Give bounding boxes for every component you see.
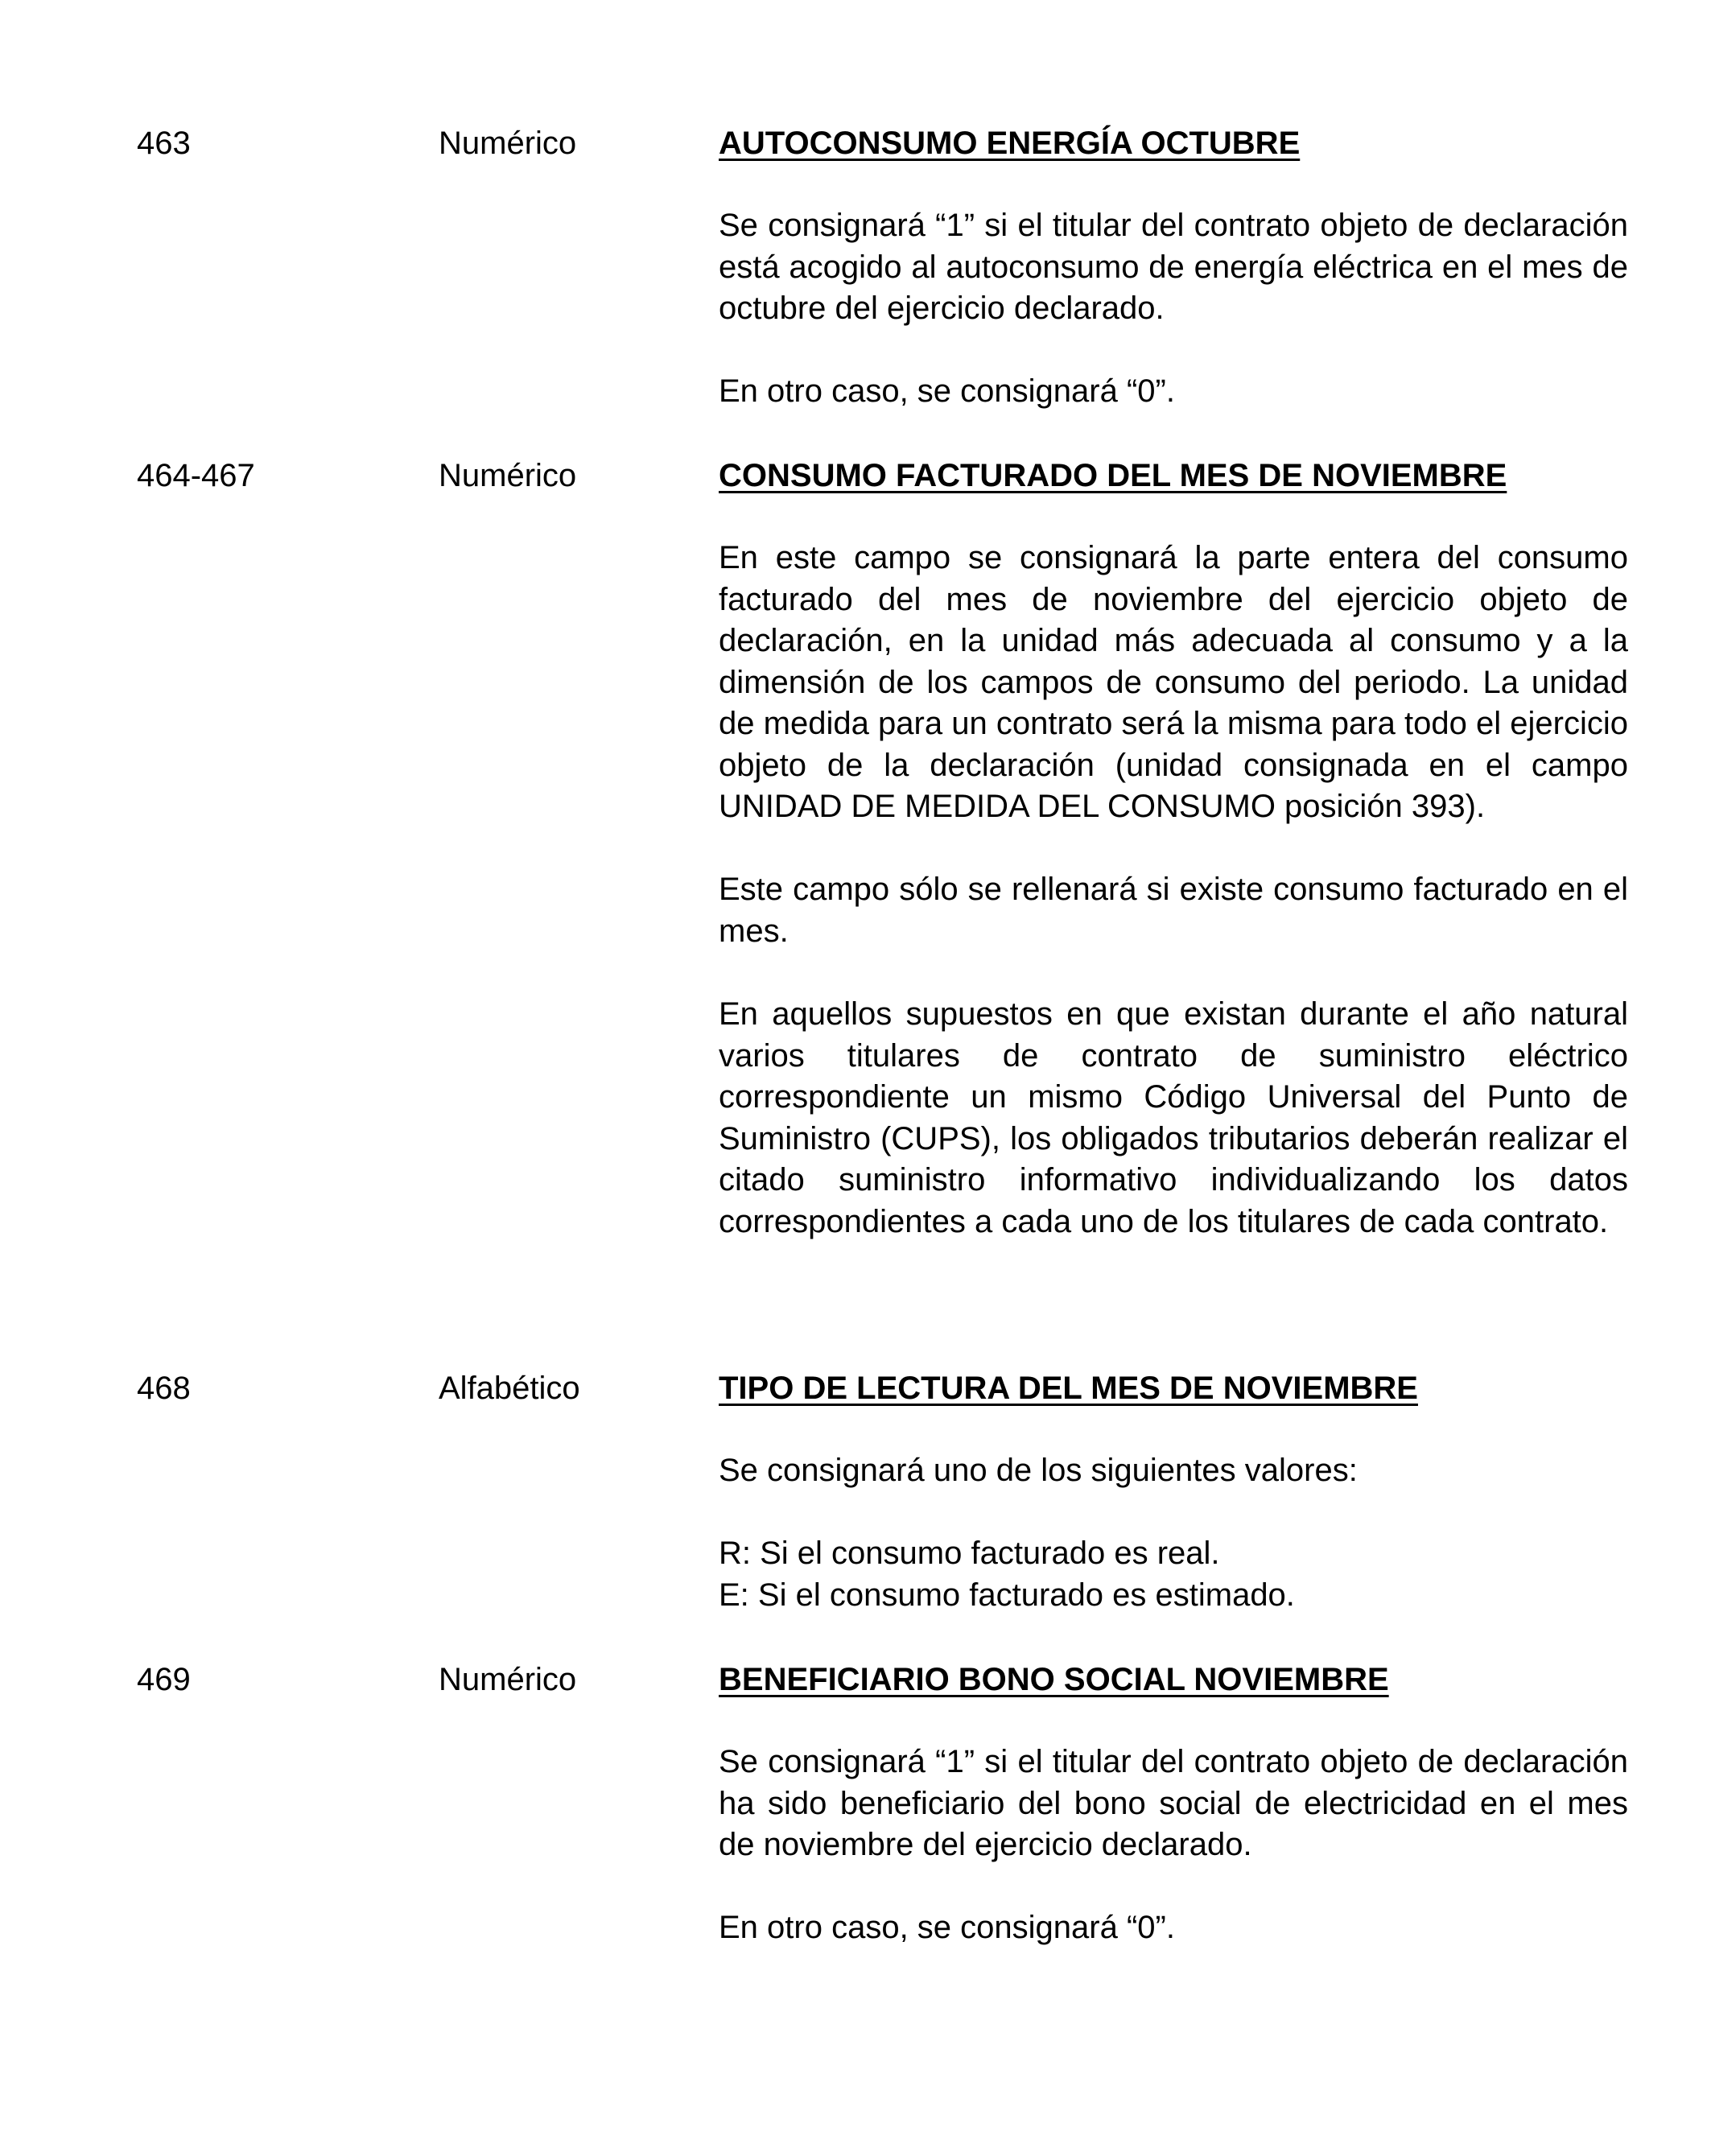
field-title: BENEFICIARIO BONO SOCIAL NOVIEMBRE: [719, 1662, 1389, 1697]
field-description: En aquellos supuestos en que existan durante el año natural varios titulares de contrato de suministro eléctrico correspondiente un mismo Código Universal del Punto de Suministro (CUPS), los obligados tributarios deberán realizar el citado suministro informativo individualizando los datos correspondientes a cada uno de los titulares de cada contrato.: [719, 996, 1628, 1239]
field-position: 464-467: [137, 458, 255, 493]
field-type: Numérico: [439, 126, 577, 161]
field-title: AUTOCONSUMO ENERGÍA OCTUBRE: [719, 126, 1301, 161]
field-description: En otro caso, se consignará “0”.: [719, 1910, 1175, 1945]
field-description: En otro caso, se consignará “0”.: [719, 373, 1175, 409]
field-position: 463: [137, 126, 191, 161]
field-type: Numérico: [439, 458, 577, 493]
value-list: [719, 1533, 1628, 1616]
field-description: En este campo se consignará la parte entera del consumo facturado del mes de noviembre del ejercicio objeto de declaración, en la unidad más adecuada al consumo y a la dimensión de los campos de consumo del periodo. La unidad de medida para un contrato será la misma para todo el ejercicio objeto de la declaración (unidad consignada en el campo UNIDAD DE MEDIDA DEL CONSUMO posición 393).: [719, 540, 1628, 824]
value-option: R: Si el consumo facturado es real.: [719, 1536, 1220, 1571]
field-position: 468: [137, 1371, 191, 1406]
field-type: Numérico: [439, 1662, 577, 1697]
field-title: CONSUMO FACTURADO DEL MES DE NOVIEMBRE: [719, 458, 1507, 493]
field-position: 469: [137, 1662, 191, 1697]
field-title: TIPO DE LECTURA DEL MES DE NOVIEMBRE: [719, 1371, 1418, 1406]
field-description: Se consignará uno de los siguientes valores:: [719, 1453, 1358, 1488]
field-description: Este campo sólo se rellenará si existe consumo facturado en el mes.: [719, 872, 1628, 949]
value-option: E: Si el consumo facturado es estimado.: [719, 1577, 1295, 1613]
field-description: Se consignará “1” si el titular del contrato objeto de declaración está acogido al autoconsumo de energía eléctrica en el mes de octubre del ejercicio declarado.: [719, 208, 1628, 326]
field-type: Alfabético: [439, 1371, 580, 1406]
field-description: Se consignará “1” si el titular del contrato objeto de declaración ha sido beneficiario del bono social de electricidad en el mes de noviembre del ejercicio declarado.: [719, 1744, 1628, 1862]
